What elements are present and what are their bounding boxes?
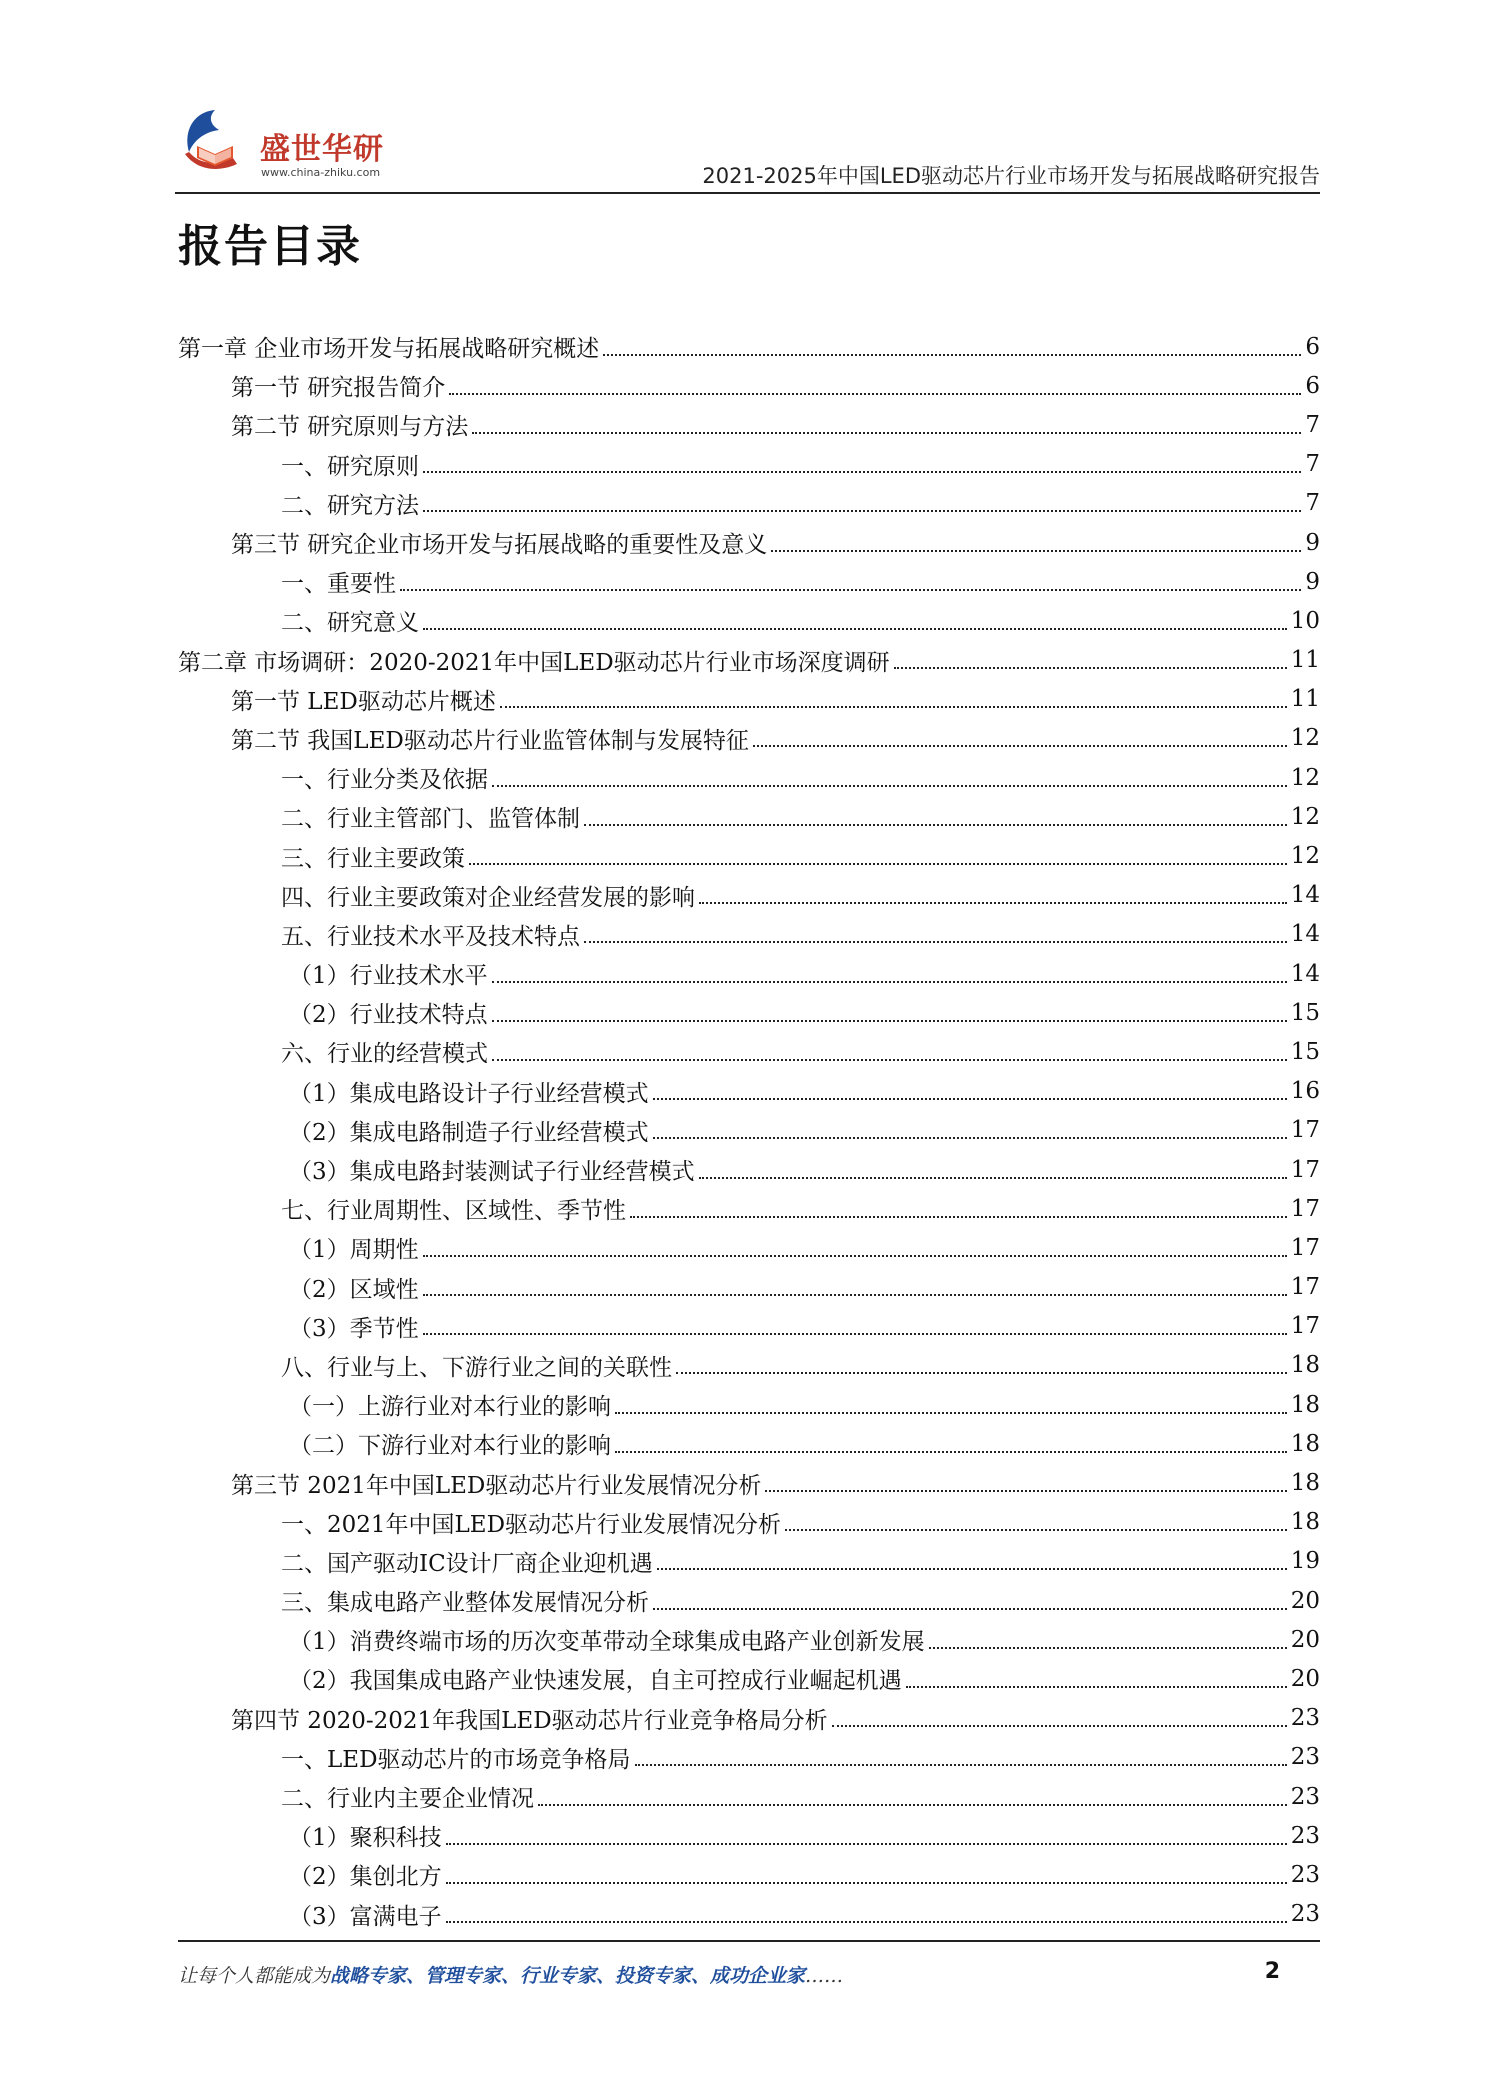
toc-entry-page: 9 (1305, 529, 1320, 556)
toc-entry[interactable] (178, 562, 1320, 601)
toc-entry[interactable] (178, 366, 1320, 405)
toc-dot-leader (400, 589, 1301, 591)
toc-entry[interactable] (178, 1189, 1320, 1228)
toc-entry[interactable] (178, 1895, 1320, 1934)
toc-dot-leader (423, 1294, 1287, 1296)
toc-entry-page: 23 (1290, 1744, 1320, 1771)
toc-entry-label: 第二节 研究原则与方法 (231, 414, 469, 441)
toc-entry[interactable] (178, 1228, 1320, 1267)
toc-dot-leader (653, 1137, 1287, 1139)
toc-entry-page: 18 (1290, 1430, 1320, 1457)
toc-dot-leader (765, 1490, 1286, 1492)
toc-entry[interactable] (178, 954, 1320, 993)
toc-entry[interactable] (178, 1463, 1320, 1502)
header-divider (175, 192, 1320, 194)
toc-dot-leader (423, 1255, 1287, 1257)
toc-entry-label: 第一节 LED驱动芯片概述 (231, 688, 496, 715)
toc-dot-leader (676, 1372, 1287, 1374)
toc-entry-page: 14 (1290, 921, 1320, 948)
toc-entry-label: 一、重要性 (281, 571, 396, 598)
toc-entry-label: 五、行业技术水平及技术特点 (281, 923, 580, 950)
report-title: 2021-2025年中国LED驱动芯片行业市场开发与拓展战略研究报告 (702, 164, 1320, 188)
toc-entry[interactable] (178, 758, 1320, 797)
toc-dot-leader (472, 432, 1301, 434)
toc-entry-label: （1）行业技术水平 (289, 963, 488, 990)
toc-entry[interactable] (178, 993, 1320, 1032)
toc-entry-label: （2）行业技术特点 (289, 1002, 488, 1029)
toc-entry-label: 第四节 2020-2021年我国LED驱动芯片行业竞争格局分析 (231, 1707, 828, 1734)
toc-dot-leader (657, 1568, 1287, 1570)
toc-entry-label: （1）周期性 (289, 1237, 419, 1264)
toc-entry-page: 20 (1290, 1626, 1320, 1653)
toc-entry[interactable] (178, 876, 1320, 915)
toc-entry-page: 17 (1290, 1274, 1320, 1301)
toc-entry[interactable] (178, 1424, 1320, 1463)
toc-entry-page: 17 (1290, 1313, 1320, 1340)
page-number: 2 (1264, 1959, 1280, 1984)
toc-dot-leader (615, 1412, 1287, 1414)
table-of-contents (178, 327, 1320, 1934)
toc-entry-label: 四、行业主要政策对企业经营发展的影响 (281, 884, 695, 911)
toc-dot-leader (469, 863, 1287, 865)
toc-dot-leader (423, 510, 1301, 512)
toc-entry[interactable] (178, 1738, 1320, 1777)
toc-entry[interactable] (178, 915, 1320, 954)
toc-entry-page: 7 (1305, 490, 1320, 517)
toc-dot-leader (500, 706, 1287, 708)
toc-entry-page: 7 (1305, 411, 1320, 438)
toc-entry-page: 23 (1290, 1783, 1320, 1810)
page-title: 报告目录 (178, 221, 362, 272)
toc-entry[interactable] (178, 1542, 1320, 1581)
toc-entry[interactable] (178, 680, 1320, 719)
toc-dot-leader (929, 1647, 1287, 1649)
toc-entry-page: 12 (1290, 764, 1320, 791)
toc-entry-page: 15 (1290, 999, 1320, 1026)
toc-entry-label: 七、行业周期性、区域性、季节性 (281, 1198, 626, 1225)
toc-entry-label: 二、研究意义 (281, 610, 419, 637)
toc-entry-page: 6 (1305, 333, 1320, 360)
toc-dot-leader (423, 471, 1301, 473)
brand-url: www.china-zhiku.com (261, 166, 381, 179)
toc-entry-label: （3）富满电子 (289, 1903, 442, 1930)
page-header (175, 100, 1320, 200)
toc-entry-page: 23 (1290, 1861, 1320, 1888)
toc-entry-label: 一、研究原则 (281, 453, 419, 480)
toc-entry-page: 17 (1290, 1156, 1320, 1183)
toc-entry[interactable] (178, 1777, 1320, 1816)
toc-entry-label: 二、行业主管部门、监管体制 (281, 806, 580, 833)
toc-dot-leader (492, 1059, 1287, 1061)
toc-entry[interactable] (178, 1620, 1320, 1659)
toc-entry[interactable] (178, 327, 1320, 366)
toc-entry-label: 第三节 2021年中国LED驱动芯片行业发展情况分析 (231, 1472, 762, 1499)
toc-dot-leader (446, 1882, 1287, 1884)
toc-entry-page: 16 (1290, 1078, 1320, 1105)
toc-entry-label: 一、LED驱动芯片的市场竞争格局 (281, 1746, 631, 1773)
toc-entry[interactable] (178, 1150, 1320, 1189)
toc-entry-page: 17 (1290, 1195, 1320, 1222)
toc-entry[interactable] (178, 1268, 1320, 1307)
toc-entry[interactable] (178, 1503, 1320, 1542)
toc-entry[interactable] (178, 1699, 1320, 1738)
toc-entry-page: 7 (1305, 451, 1320, 478)
toc-dot-leader (653, 1608, 1287, 1610)
toc-entry-label: 一、2021年中国LED驱动芯片行业发展情况分析 (281, 1511, 782, 1538)
toc-entry[interactable] (178, 405, 1320, 444)
toc-dot-leader (449, 393, 1301, 395)
toc-entry-page: 9 (1305, 568, 1320, 595)
toc-entry[interactable] (178, 1855, 1320, 1894)
toc-entry[interactable] (178, 1816, 1320, 1855)
logo-icon (175, 102, 255, 182)
toc-dot-leader (446, 1843, 1287, 1845)
toc-entry-page: 11 (1290, 686, 1320, 713)
toc-entry-label: （2）集创北方 (289, 1864, 442, 1891)
footer-slogan-prefix: 让每个人都能成为 (178, 1965, 331, 1987)
footer-divider (178, 1940, 1320, 1942)
toc-entry-page: 12 (1290, 725, 1320, 752)
toc-entry[interactable] (178, 445, 1320, 484)
toc-entry[interactable] (178, 523, 1320, 562)
toc-entry-label: 八、行业与上、下游行业之间的关联性 (281, 1354, 672, 1381)
toc-entry-page: 6 (1305, 372, 1320, 399)
toc-entry[interactable] (178, 1032, 1320, 1071)
toc-entry-label: （2）集成电路制造子行业经营模式 (289, 1119, 649, 1146)
toc-dot-leader (771, 550, 1301, 552)
toc-dot-leader (615, 1451, 1287, 1453)
toc-entry[interactable] (178, 1385, 1320, 1424)
toc-entry[interactable] (178, 719, 1320, 758)
toc-dot-leader (538, 1804, 1287, 1806)
footer-slogan-highlight: 战略专家、管理专家、行业专家、投资专家、成功企业家 (330, 1965, 806, 1987)
toc-entry-label: （2）区域性 (289, 1276, 419, 1303)
toc-entry-label: （1）集成电路设计子行业经营模式 (289, 1080, 649, 1107)
toc-dot-leader (635, 1764, 1287, 1766)
toc-dot-leader (785, 1529, 1287, 1531)
footer-slogan (178, 1961, 843, 1988)
toc-entry[interactable] (178, 1346, 1320, 1385)
toc-dot-leader (492, 1020, 1287, 1022)
toc-entry[interactable] (178, 1111, 1320, 1150)
toc-dot-leader (832, 1725, 1287, 1727)
toc-entry-page: 12 (1290, 843, 1320, 870)
toc-entry-page: 19 (1290, 1548, 1320, 1575)
toc-entry-label: （1）消费终端市场的历次变革带动全球集成电路产业创新发展 (289, 1629, 925, 1656)
toc-entry-page: 17 (1290, 1117, 1320, 1144)
toc-entry[interactable] (178, 1072, 1320, 1111)
toc-entry[interactable] (178, 797, 1320, 836)
toc-entry-page: 12 (1290, 803, 1320, 830)
toc-entry-page: 14 (1290, 882, 1320, 909)
toc-entry-label: （一）上游行业对本行业的影响 (289, 1394, 611, 1421)
toc-entry-page: 18 (1290, 1470, 1320, 1497)
toc-entry[interactable] (178, 641, 1320, 680)
toc-dot-leader (603, 354, 1301, 356)
toc-entry-label: 第三节 研究企业市场开发与拓展战略的重要性及意义 (231, 532, 768, 559)
toc-entry-label: 第一章 企业市场开发与拓展战略研究概述 (178, 336, 600, 363)
toc-dot-leader (699, 1177, 1287, 1179)
toc-dot-leader (492, 785, 1287, 787)
toc-entry-page: 23 (1290, 1705, 1320, 1732)
toc-entry-label: （2）我国集成电路产业快速发展，自主可控成行业崛起机遇 (289, 1668, 902, 1695)
toc-dot-leader (894, 667, 1287, 669)
toc-entry-page: 15 (1290, 1038, 1320, 1065)
toc-dot-leader (446, 1921, 1287, 1923)
toc-dot-leader (906, 1686, 1287, 1688)
brand-logo (175, 100, 435, 190)
toc-entry-page: 23 (1290, 1822, 1320, 1849)
toc-entry-page: 10 (1290, 607, 1320, 634)
toc-entry-page: 18 (1290, 1352, 1320, 1379)
toc-entry[interactable] (178, 484, 1320, 523)
toc-entry-label: （3）季节性 (289, 1315, 419, 1342)
toc-dot-leader (584, 941, 1287, 943)
toc-entry-label: 第一节 研究报告简介 (231, 375, 446, 402)
toc-entry-page: 20 (1290, 1665, 1320, 1692)
toc-entry-label: 二、研究方法 (281, 492, 419, 519)
toc-entry-page: 14 (1290, 960, 1320, 987)
toc-entry-label: 六、行业的经营模式 (281, 1041, 488, 1068)
toc-entry-label: 第二节 我国LED驱动芯片行业监管体制与发展特征 (231, 727, 749, 754)
toc-entry-label: 二、行业内主要企业情况 (281, 1786, 534, 1813)
toc-entry[interactable] (178, 601, 1320, 640)
toc-dot-leader (423, 628, 1287, 630)
toc-dot-leader (699, 902, 1287, 904)
toc-entry-page: 18 (1290, 1509, 1320, 1536)
toc-dot-leader (423, 1333, 1287, 1335)
toc-entry-label: 二、国产驱动IC设计厂商企业迎机遇 (281, 1550, 653, 1577)
toc-entry-page: 11 (1290, 647, 1320, 674)
toc-entry-label: （3）集成电路封装测试子行业经营模式 (289, 1159, 695, 1186)
toc-entry[interactable] (178, 1307, 1320, 1346)
toc-entry-page: 20 (1290, 1587, 1320, 1614)
toc-entry-page: 17 (1290, 1234, 1320, 1261)
toc-dot-leader (753, 745, 1287, 747)
footer-slogan-suffix: …… (805, 1965, 844, 1987)
toc-entry[interactable] (178, 1581, 1320, 1620)
toc-dot-leader (492, 981, 1287, 983)
toc-entry-label: （1）聚积科技 (289, 1825, 442, 1852)
brand-name: 盛世华研 (260, 132, 384, 167)
toc-dot-leader (584, 824, 1287, 826)
toc-entry-label: 第二章 市场调研：2020-2021年中国LED驱动芯片行业市场深度调研 (178, 649, 890, 676)
toc-entry-label: （二）下游行业对本行业的影响 (289, 1433, 611, 1460)
toc-dot-leader (630, 1216, 1287, 1218)
toc-dot-leader (653, 1098, 1287, 1100)
toc-entry-page: 18 (1290, 1391, 1320, 1418)
toc-entry-label: 三、行业主要政策 (281, 845, 465, 872)
toc-entry-page: 23 (1290, 1901, 1320, 1928)
toc-entry[interactable] (178, 836, 1320, 875)
toc-entry-label: 三、集成电路产业整体发展情况分析 (281, 1590, 649, 1617)
toc-entry[interactable] (178, 1659, 1320, 1698)
toc-entry-label: 一、行业分类及依据 (281, 767, 488, 794)
